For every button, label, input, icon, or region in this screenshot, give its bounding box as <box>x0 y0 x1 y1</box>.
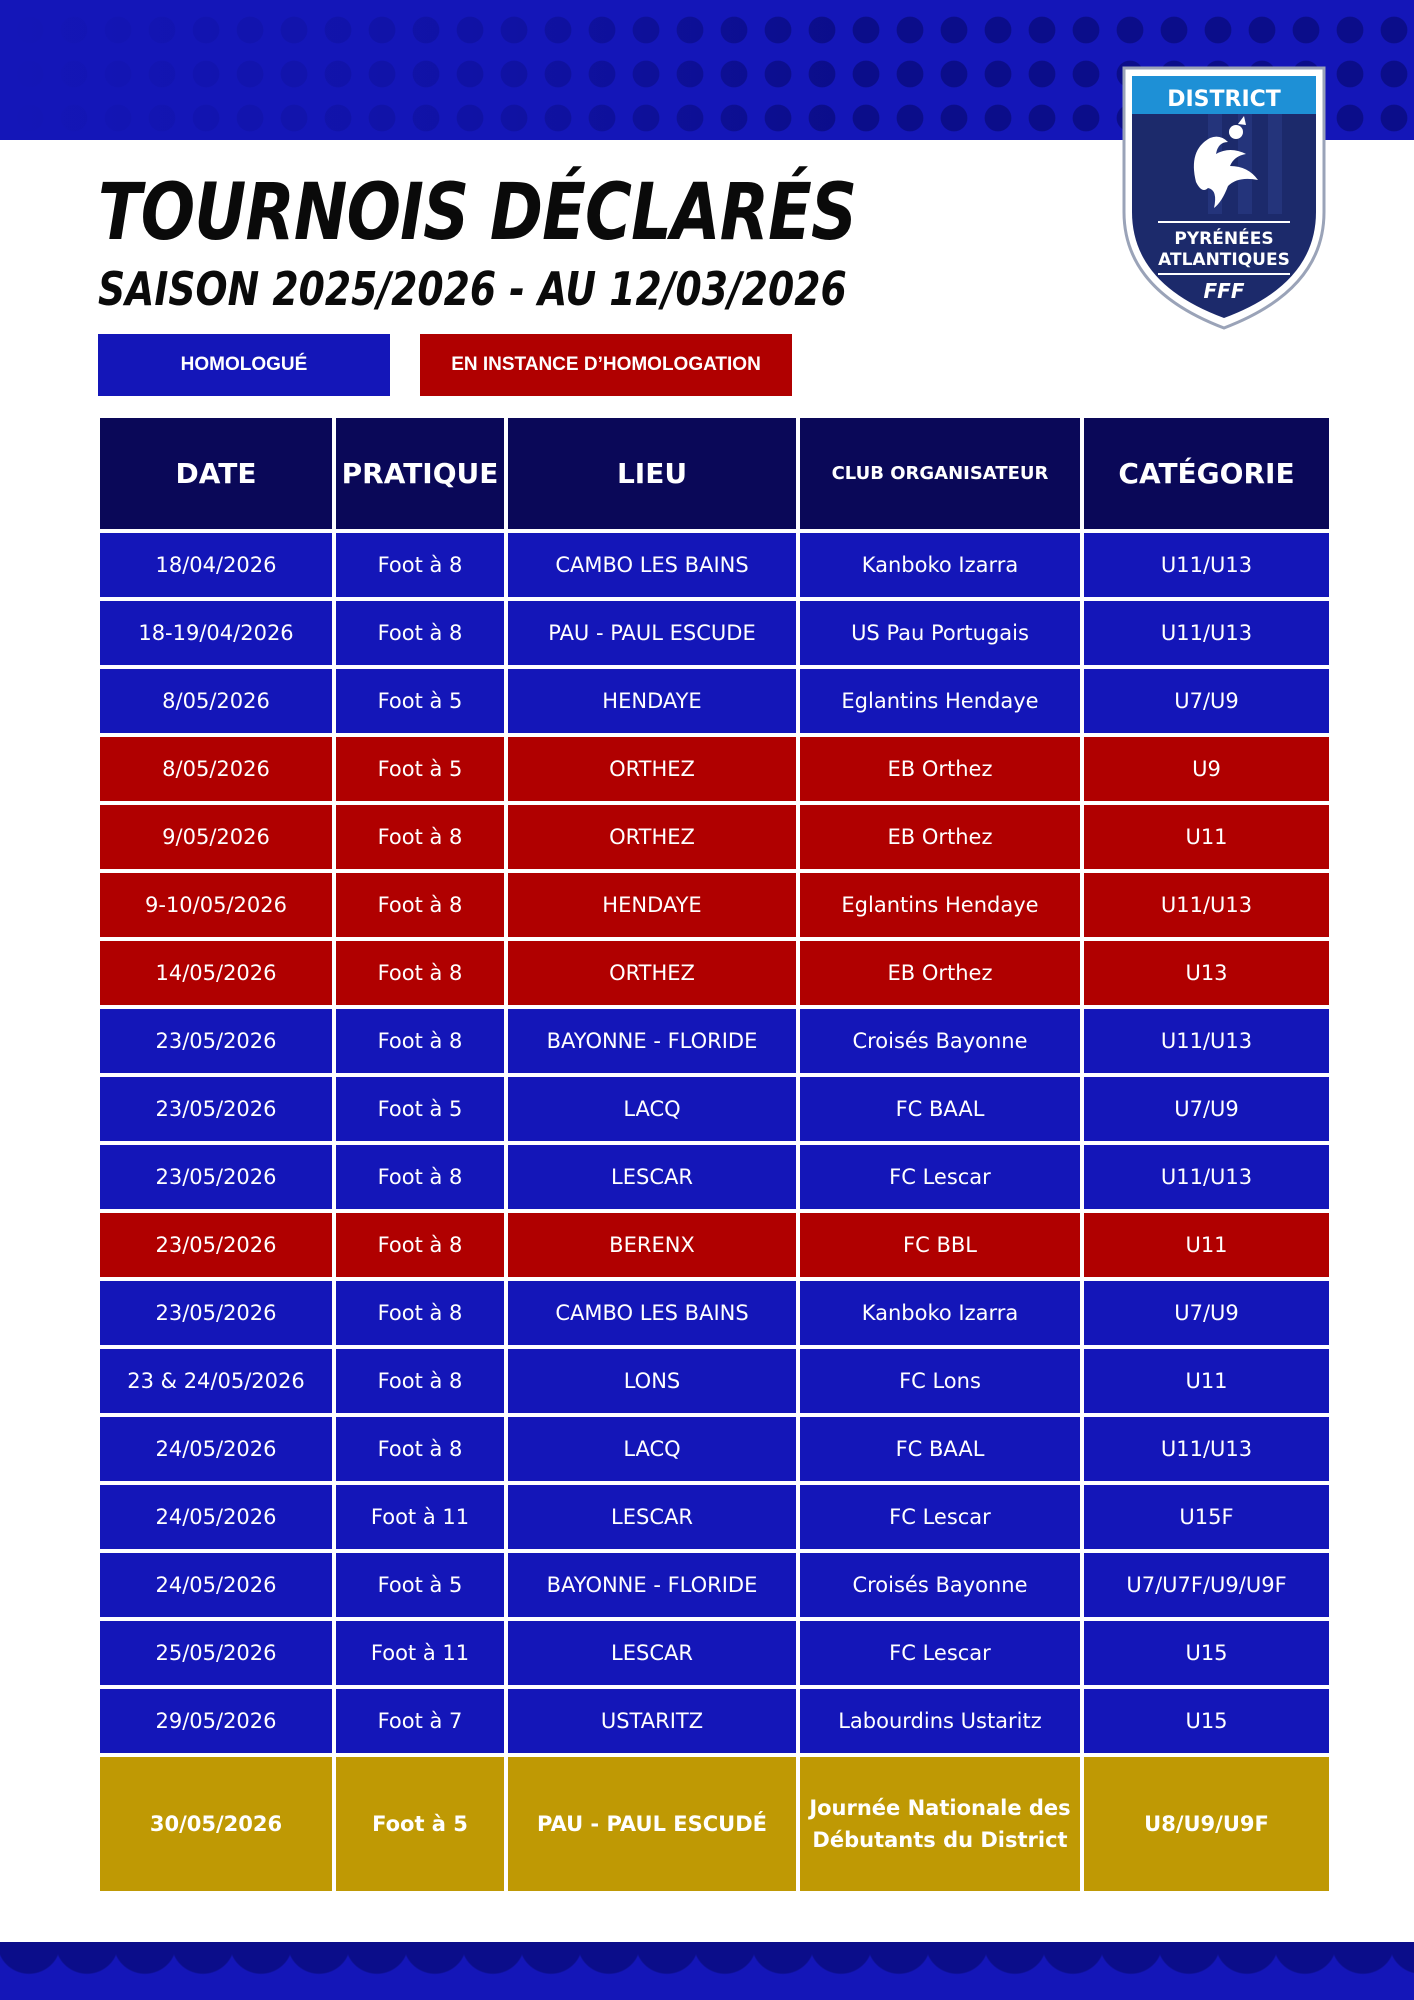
cell-categorie: U11/U13 <box>1084 601 1329 665</box>
cell-pratique: Foot à 8 <box>336 1009 504 1073</box>
bottom-decorative-band <box>0 1942 1414 2000</box>
cell-lieu: LESCAR <box>508 1145 796 1209</box>
cell-pratique: Foot à 8 <box>336 1145 504 1209</box>
cell-club: FC Lescar <box>800 1145 1080 1209</box>
page-subtitle: SAISON 2025/2026 - AU 12/03/2026 <box>98 262 847 316</box>
cell-lieu: HENDAYE <box>508 669 796 733</box>
table-row <box>100 1485 1329 1549</box>
cell-pratique: Foot à 11 <box>336 1621 504 1685</box>
column-header-club: CLUB ORGANISATEUR <box>800 418 1080 529</box>
cell-pratique: Foot à 8 <box>336 601 504 665</box>
cell-lieu: ORTHEZ <box>508 737 796 801</box>
cell-club: Croisés Bayonne <box>800 1009 1080 1073</box>
cell-date: 23 & 24/05/2026 <box>100 1349 332 1413</box>
column-header-categorie: CATÉGORIE <box>1084 418 1329 529</box>
cell-club: FC Lescar <box>800 1485 1080 1549</box>
cell-categorie: U7/U7F/U9/U9F <box>1084 1553 1329 1617</box>
cell-date: 23/05/2026 <box>100 1145 332 1209</box>
cell-pratique: Foot à 5 <box>336 1077 504 1141</box>
cell-club: Eglantins Hendaye <box>800 873 1080 937</box>
logo-brand-text: FFF <box>1203 279 1245 303</box>
legend-homologue: HOMOLOGUÉ <box>98 334 390 396</box>
cell-club: FC Lons <box>800 1349 1080 1413</box>
cell-categorie: U7/U9 <box>1084 669 1329 733</box>
cell-pratique: Foot à 8 <box>336 873 504 937</box>
cell-club: Kanboko Izarra <box>800 1281 1080 1345</box>
column-header-lieu: LIEU <box>508 418 796 529</box>
cell-pratique: Foot à 8 <box>336 1417 504 1481</box>
cell-categorie: U11/U13 <box>1084 533 1329 597</box>
cell-date: 23/05/2026 <box>100 1077 332 1141</box>
cell-pratique: Foot à 7 <box>336 1689 504 1753</box>
cell-pratique: Foot à 8 <box>336 805 504 869</box>
cell-club: EB Orthez <box>800 805 1080 869</box>
table-row <box>100 737 1329 801</box>
cell-lieu: LACQ <box>508 1417 796 1481</box>
cell-lieu: ORTHEZ <box>508 941 796 1005</box>
table-row <box>100 1689 1329 1753</box>
cell-categorie: U15F <box>1084 1485 1329 1549</box>
cell-lieu: CAMBO LES BAINS <box>508 1281 796 1345</box>
cell-pratique: Foot à 5 <box>336 669 504 733</box>
cell-categorie: U8/U9/U9F <box>1084 1757 1329 1891</box>
cell-club: Eglantins Hendaye <box>800 669 1080 733</box>
cell-pratique: Foot à 5 <box>336 1553 504 1617</box>
cell-club: Croisés Bayonne <box>800 1553 1080 1617</box>
cell-date: 8/05/2026 <box>100 669 332 733</box>
cell-categorie: U7/U9 <box>1084 1077 1329 1141</box>
cell-date: 23/05/2026 <box>100 1009 332 1073</box>
cell-categorie: U9 <box>1084 737 1329 801</box>
cell-club: FC Lescar <box>800 1621 1080 1685</box>
cell-date: 23/05/2026 <box>100 1213 332 1277</box>
cell-club: Kanboko Izarra <box>800 533 1080 597</box>
cell-pratique: Foot à 8 <box>336 533 504 597</box>
cell-date: 30/05/2026 <box>100 1757 332 1891</box>
cell-date: 25/05/2026 <box>100 1621 332 1685</box>
table-row <box>100 1417 1329 1481</box>
cell-lieu: ORTHEZ <box>508 805 796 869</box>
cell-categorie: U11 <box>1084 1213 1329 1277</box>
cell-date: 24/05/2026 <box>100 1553 332 1617</box>
cell-categorie: U11/U13 <box>1084 1417 1329 1481</box>
cell-lieu: LESCAR <box>508 1621 796 1685</box>
cell-lieu: BERENX <box>508 1213 796 1277</box>
table-row <box>100 805 1329 869</box>
cell-pratique: Foot à 8 <box>336 941 504 1005</box>
cell-pratique: Foot à 8 <box>336 1281 504 1345</box>
column-header-pratique: PRATIQUE <box>336 418 504 529</box>
cell-categorie: U11 <box>1084 805 1329 869</box>
table-row <box>100 1009 1329 1073</box>
cell-date: 18/04/2026 <box>100 533 332 597</box>
cell-date: 8/05/2026 <box>100 737 332 801</box>
cell-categorie: U15 <box>1084 1621 1329 1685</box>
table-row <box>100 1349 1329 1413</box>
cell-categorie: U11/U13 <box>1084 873 1329 937</box>
table-row <box>100 1213 1329 1277</box>
cell-date: 29/05/2026 <box>100 1689 332 1753</box>
cell-pratique: Foot à 8 <box>336 1349 504 1413</box>
cell-club: FC BAAL <box>800 1077 1080 1141</box>
table-row <box>100 1621 1329 1685</box>
table-row <box>100 1757 1329 1891</box>
cell-lieu: CAMBO LES BAINS <box>508 533 796 597</box>
cell-club: EB Orthez <box>800 941 1080 1005</box>
cell-date: 9/05/2026 <box>100 805 332 869</box>
table-row <box>100 1553 1329 1617</box>
cell-lieu: HENDAYE <box>508 873 796 937</box>
cell-date: 24/05/2026 <box>100 1417 332 1481</box>
cell-categorie: U15 <box>1084 1689 1329 1753</box>
cell-pratique: Foot à 8 <box>336 1213 504 1277</box>
cell-categorie: U13 <box>1084 941 1329 1005</box>
column-header-date: DATE <box>100 418 332 529</box>
table-row <box>100 669 1329 733</box>
legend-instance: EN INSTANCE D’HOMOLOGATION <box>420 334 792 396</box>
cell-categorie: U7/U9 <box>1084 1281 1329 1345</box>
cell-lieu: PAU - PAUL ESCUDE <box>508 601 796 665</box>
cell-lieu: LESCAR <box>508 1485 796 1549</box>
cell-lieu: USTARITZ <box>508 1689 796 1753</box>
table-row <box>100 1281 1329 1345</box>
table-body <box>100 533 1329 1891</box>
table-row <box>100 941 1329 1005</box>
table-row <box>100 1077 1329 1141</box>
tournaments-table <box>96 414 1333 1895</box>
cell-date: 14/05/2026 <box>100 941 332 1005</box>
cell-date: 18-19/04/2026 <box>100 601 332 665</box>
logo-district-text: DISTRICT <box>1167 87 1281 112</box>
table-row <box>100 873 1329 937</box>
cell-categorie: U11/U13 <box>1084 1145 1329 1209</box>
cell-lieu: BAYONNE - FLORIDE <box>508 1009 796 1073</box>
logo-line1-text: PYRÉNÉES <box>1174 229 1274 249</box>
district-pyrenees-atlantiques-logo <box>1118 62 1330 332</box>
cell-date: 24/05/2026 <box>100 1485 332 1549</box>
table-row <box>100 533 1329 597</box>
cell-club: EB Orthez <box>800 737 1080 801</box>
table-row <box>100 1145 1329 1209</box>
page-title: TOURNOIS DÉCLARÉS <box>98 168 857 258</box>
cell-categorie: U11 <box>1084 1349 1329 1413</box>
cell-club: FC BAAL <box>800 1417 1080 1481</box>
cell-lieu: LONS <box>508 1349 796 1413</box>
cell-lieu: BAYONNE - FLORIDE <box>508 1553 796 1617</box>
table-header-row <box>100 418 1329 529</box>
cell-categorie: U11/U13 <box>1084 1009 1329 1073</box>
cell-club: US Pau Portugais <box>800 601 1080 665</box>
cell-date: 9-10/05/2026 <box>100 873 332 937</box>
logo-line2-text: ATLANTIQUES <box>1158 250 1290 270</box>
cell-pratique: Foot à 5 <box>336 737 504 801</box>
table-row <box>100 601 1329 665</box>
cell-club: FC BBL <box>800 1213 1080 1277</box>
cell-lieu: LACQ <box>508 1077 796 1141</box>
cell-club: Labourdins Ustaritz <box>800 1689 1080 1753</box>
cell-lieu: PAU - PAUL ESCUDÉ <box>508 1757 796 1891</box>
cell-pratique: Foot à 5 <box>336 1757 504 1891</box>
cell-pratique: Foot à 11 <box>336 1485 504 1549</box>
cell-date: 23/05/2026 <box>100 1281 332 1345</box>
cell-club: Journée Nationale des Débutants du District <box>800 1757 1080 1891</box>
